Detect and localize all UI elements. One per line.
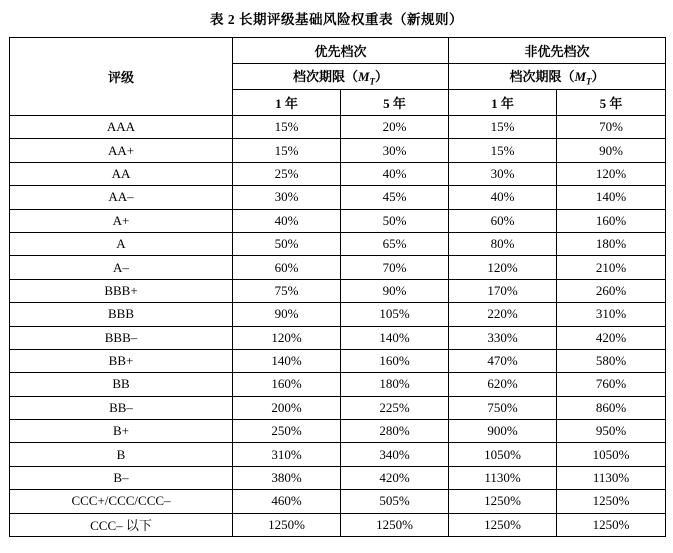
weight-cell: 900%	[449, 420, 557, 443]
weight-cell: 250%	[233, 420, 341, 443]
rating-cell: BBB	[10, 303, 233, 326]
weight-cell: 45%	[341, 186, 449, 209]
table-row	[10, 279, 666, 302]
non-senior-tenor-header	[449, 64, 666, 90]
weight-cell: 460%	[233, 490, 341, 513]
weight-cell: 60%	[233, 256, 341, 279]
rating-cell: A+	[10, 209, 233, 232]
weight-cell: 50%	[233, 232, 341, 255]
rating-cell: AA–	[10, 186, 233, 209]
weight-cell: 420%	[557, 326, 666, 349]
senior-tenor-header	[233, 64, 449, 90]
weight-cell: 15%	[449, 116, 557, 139]
senior-tranche-header: 优先档次	[233, 38, 449, 64]
weight-cell: 30%	[449, 162, 557, 185]
tenor-close: ）	[591, 69, 605, 85]
rating-cell: BBB–	[10, 326, 233, 349]
weight-cell: 1250%	[557, 490, 666, 513]
rating-cell: BB–	[10, 396, 233, 419]
weight-cell: 1250%	[233, 513, 341, 536]
table-header	[10, 38, 666, 116]
weight-cell: 1250%	[449, 490, 557, 513]
weight-cell: 15%	[233, 116, 341, 139]
non-senior-1y-header: 1 年	[449, 90, 557, 116]
weight-cell: 1130%	[449, 466, 557, 489]
weight-cell: 1050%	[449, 443, 557, 466]
weight-cell: 950%	[557, 420, 666, 443]
tenor-symbol-letter: M	[574, 69, 587, 85]
weight-cell: 505%	[341, 490, 449, 513]
weight-cell: 70%	[341, 256, 449, 279]
weight-cell: 30%	[341, 139, 449, 162]
weight-cell: 620%	[449, 373, 557, 396]
weight-cell: 40%	[233, 209, 341, 232]
weight-cell: 160%	[233, 373, 341, 396]
weight-cell: 380%	[233, 466, 341, 489]
risk-weight-table	[9, 37, 666, 537]
tenor-symbol	[357, 69, 376, 87]
rating-cell: AAA	[10, 116, 233, 139]
non-senior-5y-header: 5 年	[557, 90, 666, 116]
weight-cell: 40%	[341, 162, 449, 185]
weight-cell: 90%	[233, 303, 341, 326]
weight-cell: 120%	[233, 326, 341, 349]
table-row	[10, 513, 666, 536]
weight-cell: 470%	[449, 349, 557, 372]
weight-cell: 40%	[449, 186, 557, 209]
tenor-symbol-sub: T	[369, 76, 376, 87]
senior-1y-header: 1 年	[233, 90, 341, 116]
weight-cell: 140%	[341, 326, 449, 349]
rating-cell: AA	[10, 162, 233, 185]
rating-cell: B+	[10, 420, 233, 443]
weight-cell: 20%	[341, 116, 449, 139]
weight-cell: 170%	[449, 279, 557, 302]
rating-cell: BBB+	[10, 279, 233, 302]
weight-cell: 15%	[449, 139, 557, 162]
weight-cell: 760%	[557, 373, 666, 396]
weight-cell: 180%	[557, 232, 666, 255]
weight-cell: 120%	[557, 162, 666, 185]
table-row	[10, 466, 666, 489]
table-body	[10, 116, 666, 537]
rating-cell: BB	[10, 373, 233, 396]
rating-cell: BB+	[10, 349, 233, 372]
weight-cell: 70%	[557, 116, 666, 139]
weight-cell: 750%	[449, 396, 557, 419]
tenor-symbol-sub: T	[586, 76, 592, 87]
weight-cell: 200%	[233, 396, 341, 419]
weight-cell: 90%	[341, 279, 449, 302]
table-row	[10, 326, 666, 349]
weight-cell: 75%	[233, 279, 341, 302]
table-row	[10, 162, 666, 185]
weight-cell: 260%	[557, 279, 666, 302]
rating-cell: B–	[10, 466, 233, 489]
weight-cell: 80%	[449, 232, 557, 255]
weight-cell: 105%	[341, 303, 449, 326]
weight-cell: 340%	[341, 443, 449, 466]
weight-cell: 65%	[341, 232, 449, 255]
weight-cell: 140%	[233, 349, 341, 372]
table-row	[10, 396, 666, 419]
table-row	[10, 420, 666, 443]
weight-cell: 180%	[341, 373, 449, 396]
table-row	[10, 116, 666, 139]
table-row	[10, 349, 666, 372]
weight-cell: 860%	[557, 396, 666, 419]
non-senior-tranche-header: 非优先档次	[449, 38, 666, 64]
weight-cell: 160%	[557, 209, 666, 232]
weight-cell: 420%	[341, 466, 449, 489]
table-row	[10, 232, 666, 255]
weight-cell: 160%	[341, 349, 449, 372]
table-row	[10, 443, 666, 466]
table-row	[10, 139, 666, 162]
weight-cell: 280%	[341, 420, 449, 443]
rating-column-header: 评级	[10, 38, 233, 116]
table-row	[10, 186, 666, 209]
weight-cell: 1250%	[341, 513, 449, 536]
weight-cell: 1130%	[557, 466, 666, 489]
weight-cell: 310%	[557, 303, 666, 326]
rating-cell: CCC+/CCC/CCC–	[10, 490, 233, 513]
tenor-symbol-letter: M	[357, 69, 370, 85]
tenor-label: 档次期限（	[292, 69, 358, 85]
table-row	[10, 303, 666, 326]
table-row	[10, 490, 666, 513]
weight-cell: 25%	[233, 162, 341, 185]
weight-cell: 120%	[449, 256, 557, 279]
weight-cell: 140%	[557, 186, 666, 209]
rating-cell: CCC– 以下	[10, 513, 233, 536]
rating-cell: A	[10, 232, 233, 255]
weight-cell: 580%	[557, 349, 666, 372]
weight-cell: 225%	[341, 396, 449, 419]
weight-cell: 30%	[233, 186, 341, 209]
rating-cell: AA+	[10, 139, 233, 162]
table-row	[10, 209, 666, 232]
table-caption: 表 2 长期评级基础风险权重表（新规则）	[210, 12, 463, 27]
rating-cell: A–	[10, 256, 233, 279]
table-row	[10, 256, 666, 279]
weight-cell: 1050%	[557, 443, 666, 466]
tenor-close: ）	[375, 69, 389, 85]
weight-cell: 210%	[557, 256, 666, 279]
rating-cell: B	[10, 443, 233, 466]
tenor-symbol	[574, 69, 592, 87]
tenor-label: 档次期限（	[509, 69, 575, 85]
weight-cell: 1250%	[449, 513, 557, 536]
weight-cell: 50%	[341, 209, 449, 232]
weight-cell: 310%	[233, 443, 341, 466]
senior-5y-header: 5 年	[341, 90, 449, 116]
weight-cell: 220%	[449, 303, 557, 326]
weight-cell: 90%	[557, 139, 666, 162]
weight-cell: 60%	[449, 209, 557, 232]
weight-cell: 1250%	[557, 513, 666, 536]
weight-cell: 15%	[233, 139, 341, 162]
weight-cell: 330%	[449, 326, 557, 349]
table-row	[10, 373, 666, 396]
